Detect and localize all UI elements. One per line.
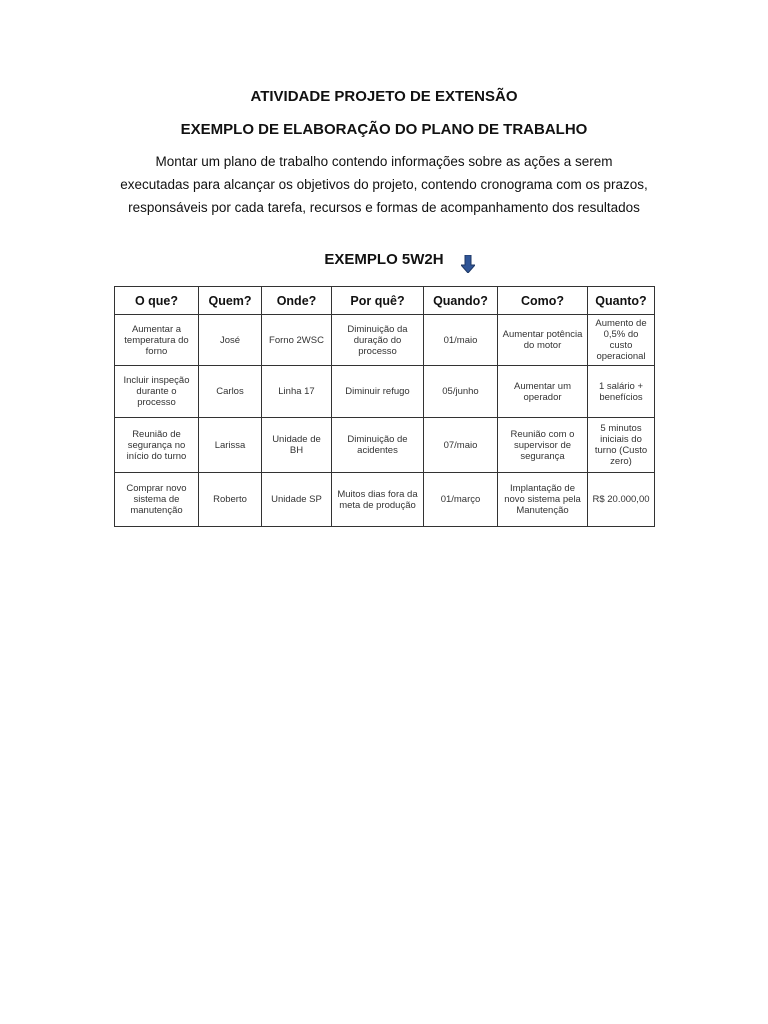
cell-quem: José <box>199 315 262 366</box>
cell-onde: Unidade de BH <box>262 418 332 473</box>
cell-quando: 05/junho <box>424 366 498 418</box>
header-onde: Onde? <box>262 287 332 315</box>
down-arrow-icon <box>461 255 475 273</box>
down-arrow-shape <box>461 255 475 273</box>
intro-line-2: executadas para alcançar os objetivos do projeto, contendo cronograma com os prazos, <box>120 177 648 192</box>
cell-por-que: Muitos dias fora da meta de produção <box>332 473 424 527</box>
cell-como: Aumentar potência do motor <box>498 315 588 366</box>
table-row <box>115 473 655 527</box>
header-o-que: O que? <box>115 287 199 315</box>
cell-quem: Larissa <box>199 418 262 473</box>
5w2h-table <box>114 286 655 527</box>
cell-quanto: 5 minutos iniciais do turno (Custo zero) <box>588 418 655 473</box>
cell-quem: Roberto <box>199 473 262 527</box>
header-quando: Quando? <box>424 287 498 315</box>
header-quem: Quem? <box>199 287 262 315</box>
cell-quanto: 1 salário + benefícios <box>588 366 655 418</box>
cell-por-que: Diminuição de acidentes <box>332 418 424 473</box>
cell-quem: Carlos <box>199 366 262 418</box>
table-header-row <box>115 287 655 315</box>
header-como: Como? <box>498 287 588 315</box>
example-title: EXEMPLO 5W2H <box>324 251 444 268</box>
header-quanto: Quanto? <box>588 287 655 315</box>
cell-o-que: Reunião de segurança no início do turno <box>115 418 199 473</box>
cell-o-que: Comprar novo sistema de manutenção <box>115 473 199 527</box>
cell-quanto: R$ 20.000,00 <box>588 473 655 527</box>
cell-o-que: Incluir inspeção durante o processo <box>115 366 199 418</box>
cell-onde: Unidade SP <box>262 473 332 527</box>
header-por-que: Por quê? <box>332 287 424 315</box>
cell-como: Implantação de novo sistema pela Manutenção <box>498 473 588 527</box>
cell-como: Reunião com o supervisor de segurança <box>498 418 588 473</box>
table-row <box>115 418 655 473</box>
intro-paragraph <box>84 150 684 219</box>
cell-quando: 07/maio <box>424 418 498 473</box>
intro-line-1: Montar um plano de trabalho contendo informações sobre as ações a serem <box>155 154 613 169</box>
cell-onde: Forno 2WSC <box>262 315 332 366</box>
cell-como: Aumentar um operador <box>498 366 588 418</box>
table-row <box>115 315 655 366</box>
cell-o-que: Aumentar a temperatura do forno <box>115 315 199 366</box>
page-title: ATIVIDADE PROJETO DE EXTENSÃO <box>250 88 518 105</box>
cell-quando: 01/março <box>424 473 498 527</box>
table-row <box>115 366 655 418</box>
cell-por-que: Diminuição da duração do processo <box>332 315 424 366</box>
cell-quando: 01/maio <box>424 315 498 366</box>
page-subtitle: EXEMPLO DE ELABORAÇÃO DO PLANO DE TRABALHO <box>180 121 588 138</box>
cell-por-que: Diminuir refugo <box>332 366 424 418</box>
cell-onde: Linha 17 <box>262 366 332 418</box>
cell-quanto: Aumento de 0,5% do custo operacional <box>588 315 655 366</box>
intro-line-3: responsáveis por cada tarefa, recursos e formas de acompanhamento dos resultados <box>128 200 640 215</box>
